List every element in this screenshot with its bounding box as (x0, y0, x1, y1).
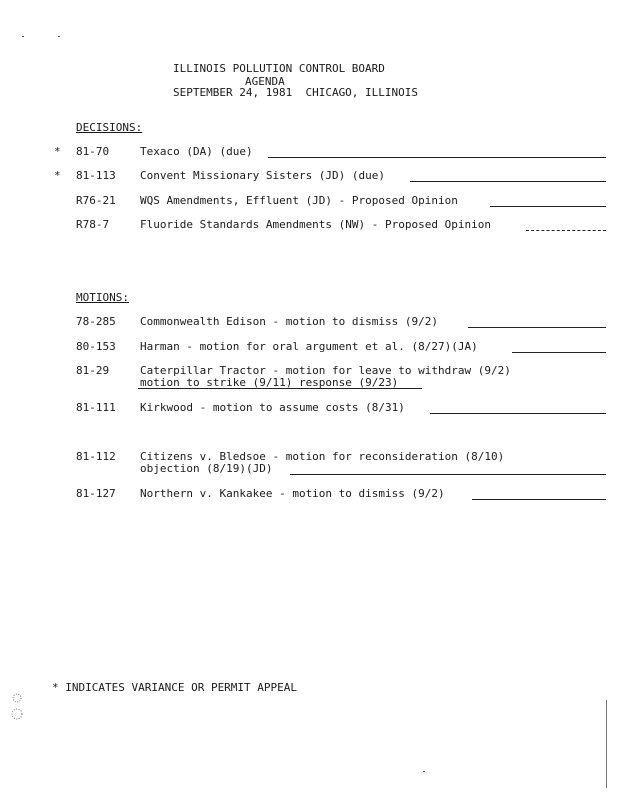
motion-description: Caterpillar Tractor - motion for leave to withdraw (9/2) (140, 364, 511, 377)
decision-item (0, 145, 618, 159)
scan-speck (423, 771, 425, 772)
fill-line (468, 327, 606, 328)
docket-number: 81-70 (76, 145, 110, 158)
scan-speck (22, 36, 24, 37)
punch-hole-mark (8, 690, 26, 726)
decision-description: Convent Missionary Sisters (JD) (due) (140, 169, 386, 182)
motion-item (0, 340, 618, 354)
fill-line (138, 388, 422, 389)
decision-description: WQS Amendments, Effluent (JD) - Proposed Opinion (140, 194, 458, 207)
decision-description: Fluoride Standards Amendments (NW) - Proposed Opinion (140, 218, 491, 231)
docket-number: 80-153 (76, 340, 116, 353)
page-edge-mark (606, 700, 607, 788)
decision-item (0, 169, 618, 183)
motions-heading: MOTIONS: (76, 291, 129, 304)
fill-line (490, 206, 606, 207)
motion-continuation: motion to strike (9/11) response (9/23) (140, 376, 399, 389)
motion-continuation: objection (8/19)(JD) (140, 462, 273, 475)
docket-number: 81-113 (76, 169, 116, 182)
decision-item (0, 218, 618, 232)
fill-line (512, 352, 606, 353)
motion-description: Citizens v. Bledsoe - motion for reconsideration (8/10) (140, 450, 505, 463)
motion-item (0, 364, 618, 392)
docket-number: R76-21 (76, 194, 116, 207)
docket-number: 81-29 (76, 364, 110, 377)
variance-marker: * (54, 169, 61, 182)
decision-item (0, 194, 618, 208)
meeting-date-location: SEPTEMBER 24, 1981 CHICAGO, ILLINOIS (173, 86, 419, 99)
agenda-title: AGENDA (245, 75, 285, 88)
decision-description: Texaco (DA) (due) (140, 145, 253, 158)
decisions-heading: DECISIONS: (76, 121, 143, 134)
motion-item (0, 315, 618, 329)
motion-item (0, 487, 618, 501)
fill-line (268, 157, 606, 158)
motion-description: Harman - motion for oral argument et al. (8/27)(JA) (140, 340, 478, 353)
fill-line (410, 181, 606, 182)
fill-line (526, 230, 606, 231)
board-title: ILLINOIS POLLUTION CONTROL BOARD (173, 62, 385, 75)
variance-marker: * (54, 145, 61, 158)
fill-line (472, 499, 606, 500)
motion-item (0, 450, 618, 478)
fill-line (430, 413, 606, 414)
variance-footnote: * INDICATES VARIANCE OR PERMIT APPEAL (52, 681, 298, 694)
docket-number: 81-112 (76, 450, 116, 463)
motion-description: Commonwealth Edison - motion to dismiss (9/2) (140, 315, 439, 328)
docket-number: 78-285 (76, 315, 116, 328)
motion-item (0, 401, 618, 415)
motion-description: Northern v. Kankakee - motion to dismiss (9/2) (140, 487, 445, 500)
scan-speck (58, 36, 60, 37)
motion-description: Kirkwood - motion to assume costs (8/31) (140, 401, 405, 414)
docket-number: 81-127 (76, 487, 116, 500)
fill-line (290, 474, 606, 475)
docket-number: R78-7 (76, 218, 110, 231)
docket-number: 81-111 (76, 401, 116, 414)
